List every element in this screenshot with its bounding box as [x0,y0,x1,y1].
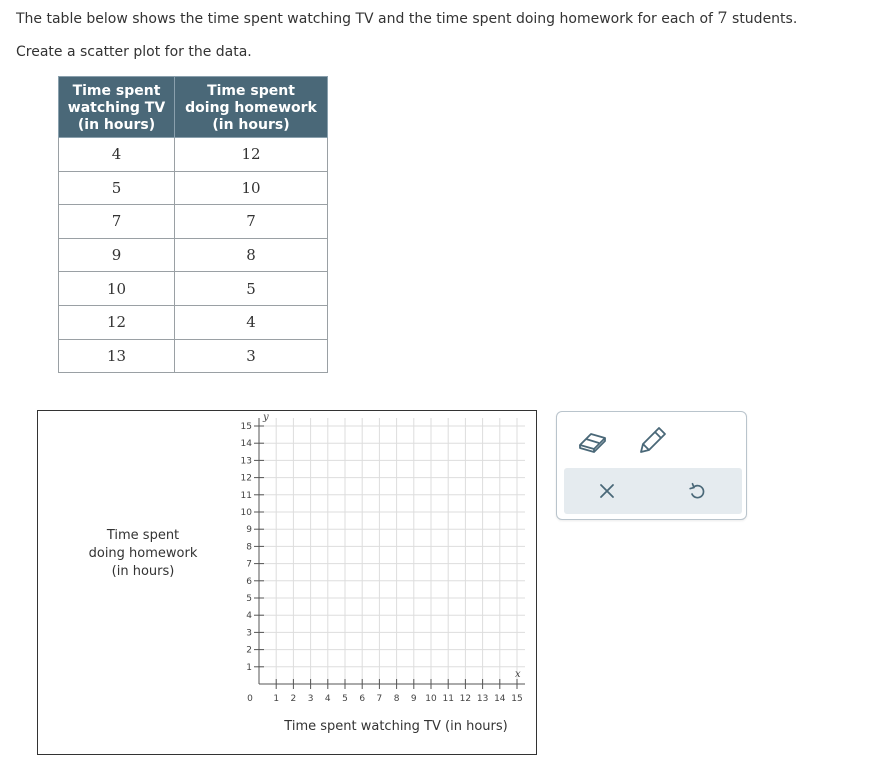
x-tick-label: 1 [273,694,280,704]
header-tv-line: (in hours) [77,117,156,133]
cell-tv: 5 [59,171,175,205]
x-tick-label: 11 [442,694,454,704]
y-axis-title-line: Time spent [106,528,180,543]
eraser-icon[interactable] [577,428,609,458]
y-tick-label: 13 [240,456,252,467]
cell-tv: 7 [59,205,175,239]
x-axis-symbol: x [515,669,521,680]
y-tick-label: 12 [240,473,252,484]
undo-icon [684,478,710,504]
cell-homework: 5 [175,272,328,306]
cell-tv: 9 [59,238,175,272]
x-tick-label: 10 [425,694,437,704]
y-tick-label: 3 [246,628,252,639]
x-tick-label: 12 [459,694,472,704]
x-tick-label: 3 [307,694,314,704]
x-tick-label: 9 [410,694,417,704]
y-tick-label: 14 [240,439,252,450]
cell-tv: 10 [59,272,175,306]
header-homework-line: Time spent [207,83,295,99]
x-tick-label: 4 [324,694,331,704]
y-axis-symbol: y [263,412,269,423]
grid-lines [259,418,525,684]
table-row [59,205,328,239]
y-tick-label: 9 [246,525,252,536]
y-tick-label: 10 [240,508,252,518]
cell-homework: 4 [175,305,328,339]
action-bar [564,468,742,514]
y-tick-label: 11 [240,490,252,501]
data-table [58,76,328,373]
clear-button[interactable] [594,478,620,504]
x-icon [594,478,620,504]
table-row [59,171,328,205]
x-tick-label: 2 [290,694,297,704]
y-tick-label: 2 [246,645,252,656]
table-row [59,305,328,339]
y-tick-label: 5 [246,594,252,604]
header-homework-line: (in hours) [212,117,290,133]
x-tick-label: 8 [393,694,400,704]
undo-button[interactable] [684,478,710,504]
x-tick-label: 15 [511,694,523,704]
x-tick-label: 14 [494,694,506,704]
cell-homework: 3 [175,339,328,373]
table-row [59,238,328,272]
y-axis-title-line: doing homework [88,546,198,561]
scatter-plot-grid[interactable] [38,411,536,754]
x-tick-label: 13 [476,694,489,704]
prompt-text-before: The table below shows the time spent watching TV and the time spent doing homework for each of [16,11,718,27]
origin-label: 0 [247,694,253,704]
cell-homework: 7 [175,205,328,239]
header-tv-line: Time spent [72,83,161,99]
y-tick-label: 8 [246,542,252,553]
prompt-text-after: students. [727,11,798,27]
x-tick-label: 5 [342,694,348,704]
table-row [59,138,328,172]
header-homework-line: doing homework [185,100,317,116]
problem-statement [16,8,797,27]
y-tick-label: 15 [240,422,252,432]
tool-panel [556,411,747,520]
axes [254,418,525,689]
table-row [59,272,328,306]
pencil-icon[interactable] [637,424,669,460]
y-tick-label: 6 [246,576,252,587]
cell-tv: 13 [59,339,175,373]
table-row [59,339,328,373]
instruction: Create a scatter plot for the data. [16,44,252,60]
cell-tv: 4 [59,138,175,172]
x-tick-label: 7 [376,694,383,704]
header-tv [59,77,175,138]
table-header-row [59,77,328,138]
header-homework [175,77,328,138]
cell-homework: 12 [175,138,328,172]
y-tick-label: 4 [246,611,252,622]
y-axis-title-line: (in hours) [111,564,175,579]
cell-homework: 10 [175,171,328,205]
cell-tv: 12 [59,305,175,339]
x-axis-title: Time spent watching TV (in hours) [284,719,508,734]
graph-panel [37,410,537,755]
header-tv-line: watching TV [67,100,166,116]
student-count: 7 [717,8,728,27]
y-tick-label: 7 [246,559,252,570]
x-tick-label: 6 [359,694,366,704]
y-tick-label: 1 [246,662,252,673]
tick-labels [241,412,523,704]
cell-homework: 8 [175,238,328,272]
